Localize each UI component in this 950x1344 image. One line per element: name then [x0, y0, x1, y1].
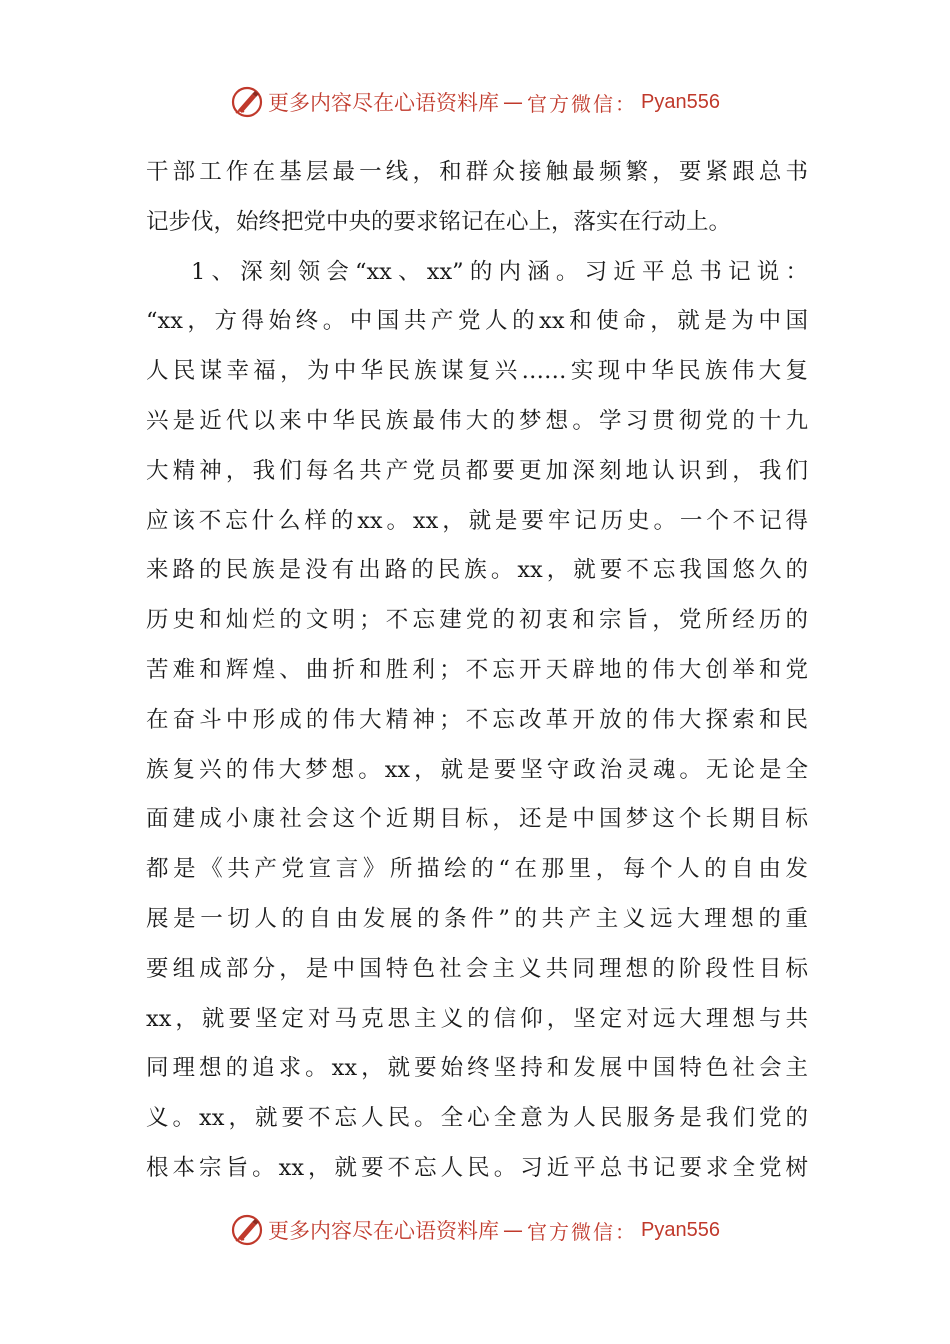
- text-line: 义。xx，就要不忘人民。全心全意为人民服务是我们党的: [146, 1105, 808, 1132]
- text-line: 人民谋幸福，为中华民族谋复兴……实现中华民族伟大复: [146, 358, 808, 385]
- text-line: 苦难和辉煌、曲折和胜利；不忘开天辟地的伟大创举和党: [146, 656, 808, 683]
- pen-seal-logo-icon: [230, 85, 264, 119]
- text-line: 来路的民族是没有出路的民族。xx，就要不忘我国悠久的: [146, 557, 808, 584]
- text-line: 要组成部分，是中国特色社会主义共同理想的阶段性目标: [146, 955, 808, 982]
- text-line: 干部工作在基层最一线，和群众接触最频繁，要紧跟总书: [146, 159, 808, 185]
- text-line: 记步伐，始终把党中央的要求铭记在心上，落实在行动上。: [146, 208, 732, 235]
- text-line: 应该不忘什么样的xx。xx，就是要牢记历史。一个不记得: [146, 507, 808, 534]
- text-line: 都是《共产党宣言》所描绘的“在那里，每个人的自由发: [146, 856, 808, 883]
- text-line: 根本宗旨。xx，就要不忘人民。习近平总书记要求全党树: [146, 1154, 808, 1181]
- watermark-separator: —: [503, 1218, 524, 1242]
- watermark-wechat-label: 官方微信：: [527, 91, 638, 116]
- text-line: 族复兴的伟大梦想。xx，就是要坚守政治灵魂。无论是全: [146, 756, 808, 783]
- text-line: 历史和灿烂的文明；不忘建党的初衷和宗旨，党所经历的: [146, 607, 808, 634]
- watermark-wechat-label: 官方微信：: [527, 1219, 638, 1244]
- watermark-wechat-id: Pyan556: [641, 1218, 720, 1241]
- watermark-wechat-id: Pyan556: [641, 90, 720, 113]
- pen-seal-logo-icon: [230, 1213, 264, 1247]
- watermark-banner-top: [0, 82, 950, 122]
- text-line: 兴是近代以来中华民族最伟大的梦想。学习贯彻党的十九: [146, 407, 808, 434]
- watermark-separator: —: [503, 90, 524, 114]
- text-line: 展是一切人的自由发展的条件”的共产主义远大理想的重: [146, 905, 808, 932]
- text-line: 大精神，我们每名共产党员都要更加深刻地认识到，我们: [146, 457, 808, 484]
- watermark-brand: 更多内容尽在心语资料库: [268, 1219, 500, 1243]
- text-line: 面建成小康社会这个近期目标，还是中国梦这个长期目标: [146, 806, 808, 833]
- text-line: 同理想的追求。xx，就要始终坚持和发展中国特色社会主: [146, 1055, 808, 1082]
- text-line: 在奋斗中形成的伟大精神；不忘改革开放的伟大探索和民: [146, 706, 808, 733]
- watermark-brand: 更多内容尽在心语资料库: [268, 91, 500, 115]
- paragraph-heading-line: 1、深刻领会“xx、xx”的内涵。习近平总书记说：: [191, 258, 808, 285]
- document-body: [146, 148, 808, 1194]
- text-line: “xx，方得始终。中国共产党人的xx和使命，就是为中国: [146, 308, 808, 335]
- text-line: xx，就要坚定对马克思主义的信仰，坚定对远大理想与共: [146, 1005, 808, 1032]
- watermark-banner-bottom: [0, 1210, 950, 1250]
